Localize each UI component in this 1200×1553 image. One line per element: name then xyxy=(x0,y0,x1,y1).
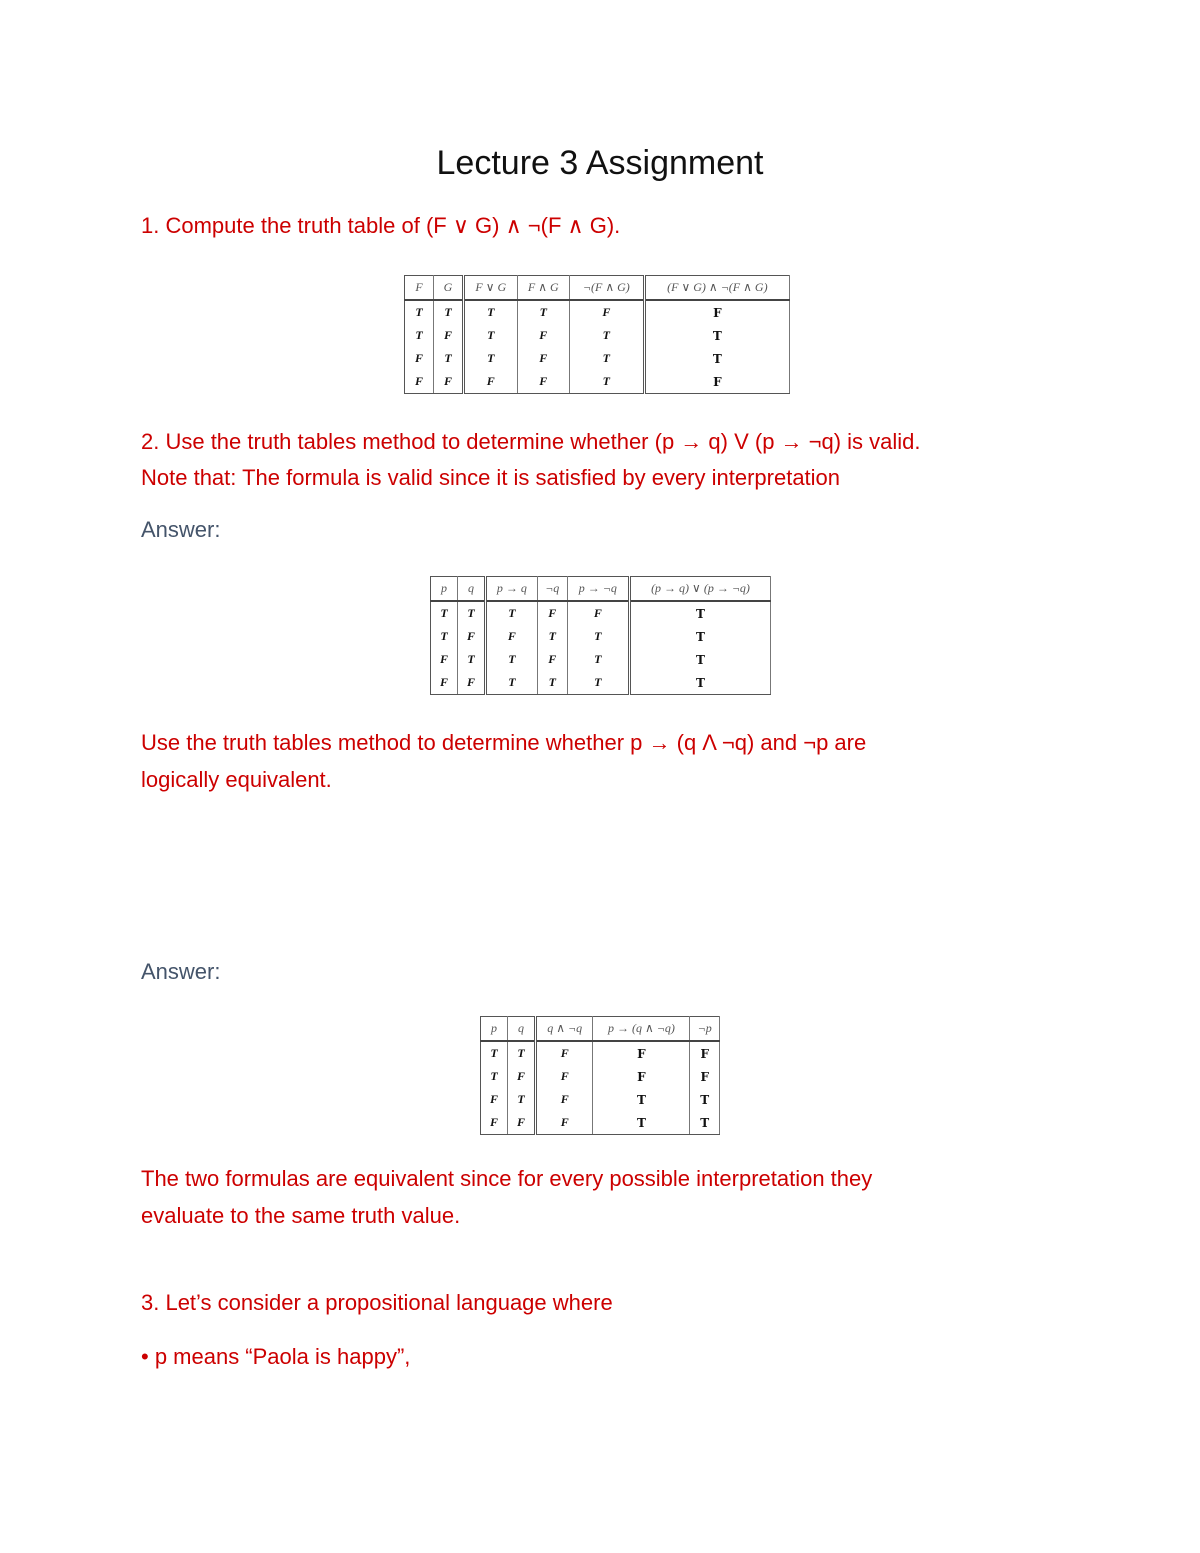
table-header-cell: F ∧ G xyxy=(517,276,569,301)
table-header-cell: (p → q) ∨ (p → ¬q) xyxy=(630,577,771,602)
table-header-cell: F xyxy=(405,276,434,301)
question-2-prompt: 2. Use the truth tables method to determine whether (p → q) V (p → ¬q) is valid. xyxy=(141,429,921,454)
table-header-cell: p xyxy=(431,577,458,602)
table-cell: T xyxy=(690,1088,720,1111)
table-cell: T xyxy=(630,625,771,648)
table-row xyxy=(405,300,790,324)
table-cell: F xyxy=(536,1065,593,1088)
table-cell: T xyxy=(593,1111,690,1135)
table-cell: T xyxy=(486,648,538,671)
table-cell: T xyxy=(464,324,518,347)
table-cell: T xyxy=(458,601,486,625)
table-header-cell: q xyxy=(458,577,486,602)
table-cell: F xyxy=(537,648,567,671)
table-cell: F xyxy=(690,1041,720,1065)
table-cell: F xyxy=(567,601,629,625)
table-cell: F xyxy=(458,671,486,695)
table-cell: T xyxy=(405,300,434,324)
table-cell: F xyxy=(481,1111,508,1135)
table-cell: T xyxy=(567,671,629,695)
table-cell: T xyxy=(486,671,538,695)
table-cell: T xyxy=(464,347,518,370)
table-row xyxy=(431,648,771,671)
table-cell: T xyxy=(508,1041,536,1065)
question-1-prompt: 1. Compute the truth table of (F ∨ G) ∧ ¬(F ∧ G). xyxy=(141,213,621,238)
table-cell: T xyxy=(434,347,464,370)
table-cell: F xyxy=(481,1088,508,1111)
table-header-cell: ¬(F ∧ G) xyxy=(569,276,644,301)
table-header-cell: G xyxy=(434,276,464,301)
table-cell: T xyxy=(630,601,771,625)
table-cell: T xyxy=(644,347,789,370)
table-cell: T xyxy=(431,601,458,625)
truth-table-3 xyxy=(480,1016,720,1135)
table-cell: T xyxy=(537,671,567,695)
table-cell: F xyxy=(464,370,518,394)
table-cell: T xyxy=(593,1088,690,1111)
table-cell: T xyxy=(567,625,629,648)
table-cell: F xyxy=(536,1088,593,1111)
table-cell: T xyxy=(481,1065,508,1088)
table-cell: F xyxy=(508,1111,536,1135)
table-row xyxy=(405,347,790,370)
table-cell: F xyxy=(508,1065,536,1088)
conclusion-line-1: The two formulas are equivalent since for every possible interpretation they xyxy=(141,1166,873,1191)
question-3-prompt: 3. Let’s consider a propositional language where xyxy=(141,1290,613,1315)
table-cell: F xyxy=(434,324,464,347)
table-cell: F xyxy=(536,1041,593,1065)
table-row xyxy=(431,625,771,648)
table-row xyxy=(481,1111,720,1135)
table-cell: T xyxy=(405,324,434,347)
table-cell: F xyxy=(431,648,458,671)
table-cell: T xyxy=(508,1088,536,1111)
table-header-cell: q xyxy=(508,1017,536,1042)
table-header-cell: p → ¬q xyxy=(567,577,629,602)
table-cell: F xyxy=(537,601,567,625)
table-row xyxy=(431,601,771,625)
table-row xyxy=(481,1041,720,1065)
page-title: Lecture 3 Assignment xyxy=(436,144,764,182)
table-header-cell: (F ∨ G) ∧ ¬(F ∧ G) xyxy=(644,276,789,301)
table-row xyxy=(431,671,771,695)
table-cell: T xyxy=(458,648,486,671)
conclusion-line-2: evaluate to the same truth value. xyxy=(141,1203,461,1228)
answer-label: Answer: xyxy=(141,959,221,984)
table-cell: F xyxy=(536,1111,593,1135)
table-row xyxy=(481,1088,720,1111)
table-cell: T xyxy=(517,300,569,324)
table-cell: T xyxy=(481,1041,508,1065)
table-cell: T xyxy=(434,300,464,324)
table-header-cell: F ∨ G xyxy=(464,276,518,301)
table-cell: F xyxy=(569,300,644,324)
table-cell: F xyxy=(517,347,569,370)
truth-table-2 xyxy=(430,576,771,695)
table-cell: F xyxy=(434,370,464,394)
table-cell: T xyxy=(464,300,518,324)
table-header-cell: p → (q ∧ ¬q) xyxy=(593,1017,690,1042)
table-cell: F xyxy=(405,347,434,370)
table-cell: F xyxy=(644,300,789,324)
table-cell: T xyxy=(690,1111,720,1135)
table-cell: F xyxy=(593,1065,690,1088)
table-cell: T xyxy=(569,324,644,347)
table-header-cell: ¬p xyxy=(690,1017,720,1042)
table-cell: T xyxy=(569,370,644,394)
question-3-bullet: • p means “Paola is happy”, xyxy=(141,1344,411,1369)
table-header-cell: ¬q xyxy=(537,577,567,602)
table-cell: F xyxy=(593,1041,690,1065)
table-row xyxy=(405,370,790,394)
table-cell: T xyxy=(644,324,789,347)
table-header-cell: p xyxy=(481,1017,508,1042)
table-cell: F xyxy=(486,625,538,648)
table-cell: F xyxy=(431,671,458,695)
table-cell: T xyxy=(567,648,629,671)
table-row xyxy=(405,324,790,347)
table-cell: T xyxy=(630,648,771,671)
table-cell: T xyxy=(537,625,567,648)
equivalence-prompt-line-1: Use the truth tables method to determine whether p → (q Λ ¬q) and ¬p are xyxy=(141,730,867,755)
table-header-row xyxy=(431,577,771,602)
table-header-cell: p → q xyxy=(486,577,538,602)
question-2-note: Note that: The formula is valid since it is satisfied by every interpretation xyxy=(141,465,841,490)
table-header-cell: q ∧ ¬q xyxy=(536,1017,593,1042)
table-row xyxy=(481,1065,720,1088)
table-cell: T xyxy=(630,671,771,695)
truth-table-1 xyxy=(404,275,790,394)
table-cell: T xyxy=(486,601,538,625)
answer-label: Answer: xyxy=(141,517,221,542)
table-cell: F xyxy=(517,370,569,394)
table-cell: T xyxy=(431,625,458,648)
table-cell: F xyxy=(690,1065,720,1088)
table-header-row xyxy=(481,1017,720,1042)
table-cell: F xyxy=(405,370,434,394)
table-cell: F xyxy=(517,324,569,347)
equivalence-prompt-line-2: logically equivalent. xyxy=(141,767,332,792)
table-header-row xyxy=(405,276,790,301)
table-cell: F xyxy=(458,625,486,648)
table-cell: F xyxy=(644,370,789,394)
table-cell: T xyxy=(569,347,644,370)
